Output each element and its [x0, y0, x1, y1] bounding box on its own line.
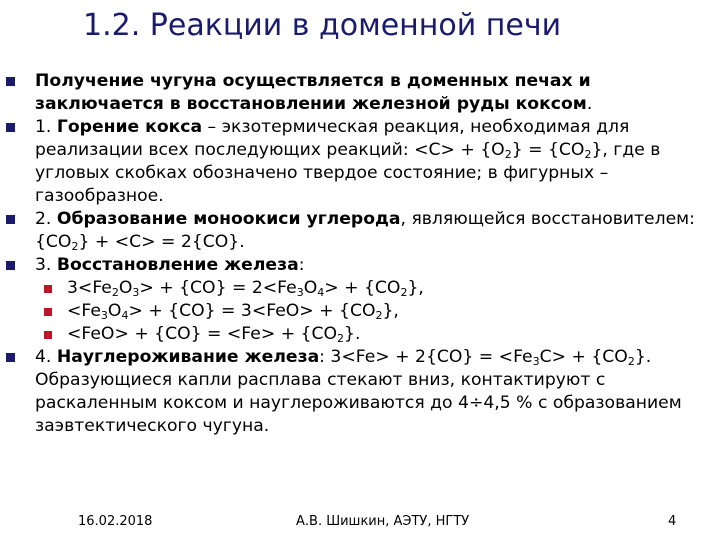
formula-text: O	[107, 301, 122, 321]
bullet-bold-text: Науглероживание железа	[56, 347, 320, 367]
red-square-bullet-icon	[44, 285, 52, 293]
bullet-text: : 3<Fe> + 2{CO} = <Fe	[319, 347, 533, 367]
red-square-bullet-icon	[44, 308, 52, 316]
subscript: 2	[504, 148, 512, 161]
bullet-coke-combustion	[0, 116, 720, 208]
formula-text: > + {CO} = 3<FeO> + {CO	[128, 301, 376, 321]
formula-text: }.	[344, 324, 361, 344]
subscript: 4	[121, 309, 129, 322]
formula-text: O	[303, 278, 318, 298]
subscript: 2	[584, 148, 592, 161]
bullet-text: – экзотермическая реакция, необходимая для реализации всех последующих реакций: <C> + {O	[35, 117, 630, 160]
square-bullet-icon	[6, 353, 15, 362]
formula-text: },	[407, 278, 424, 298]
footer-author: А.В. Шишкин, АЭТУ, НГТУ	[296, 514, 470, 529]
subscript: 2	[111, 286, 119, 299]
subscript: 2	[71, 240, 79, 253]
subscript: 2	[375, 309, 383, 322]
bullet-text: .	[586, 94, 593, 114]
formula-text: <FeO> + {CO} = <Fe> + {CO	[67, 324, 338, 344]
subscript: 4	[317, 286, 325, 299]
bullet-co-formation	[0, 208, 720, 254]
footer-date: 16.02.2018	[78, 514, 153, 529]
slide-content	[0, 70, 720, 438]
subscript: 2	[337, 332, 345, 345]
bullet-number: 4.	[35, 347, 57, 367]
bullet-text: , являющейся восстановителем: {CO	[35, 209, 695, 252]
bullet-number: 2.	[35, 209, 57, 229]
subscript: 2	[627, 355, 635, 368]
bullet-number: 3.	[35, 255, 57, 275]
page-number: 4	[668, 514, 677, 529]
bullet-text: }, где в угловых скобках обозначено твердое состояние; в фигурных – газообразное.	[35, 140, 661, 206]
bullet-text: C> + {CO	[539, 347, 628, 367]
formula-text: },	[382, 301, 399, 321]
red-square-bullet-icon	[44, 331, 52, 339]
formula-text: O	[118, 278, 133, 298]
formula-text: 3<Fe	[67, 278, 112, 298]
bullet-iron-reduction	[0, 254, 720, 277]
formula-text: > + {CO	[324, 278, 401, 298]
bullet-bold-text: Горение кокса	[56, 117, 203, 137]
bullet-text: :	[298, 255, 305, 275]
subscript: 3	[296, 286, 304, 299]
sub-bullet-reaction	[0, 323, 720, 346]
sub-bullet-reaction	[0, 300, 720, 323]
subscript: 3	[132, 286, 140, 299]
bullet-number: 1.	[35, 117, 57, 137]
square-bullet-icon	[6, 261, 15, 270]
bullet-text: } + <C> = 2{CO}.	[78, 232, 245, 252]
square-bullet-icon	[6, 215, 15, 224]
subscript: 3	[100, 309, 108, 322]
subscript: 3	[532, 355, 540, 368]
subscript: 2	[400, 286, 408, 299]
bullet-text: }. Образующиеся капли расплава стекают вниз, контактируют с раскаленным коксом и науглероживаются до 4÷4,5 % с образованием заэвтектического чугуна.	[35, 347, 682, 436]
sub-bullet-reaction	[0, 277, 720, 300]
bullet-bold-text: Образование моноокиси углерода	[56, 209, 401, 229]
bullet-text: } = {CO	[511, 140, 585, 160]
bullet-bold-text: Получение чугуна осуществляется в доменных печах и заключается в восстановлении железной руды коксом	[35, 71, 591, 114]
formula-text: > + {CO} = 2<Fe	[139, 278, 297, 298]
slide-title: 1.2. Реакции в доменной печи	[83, 8, 562, 43]
bullet-intro	[0, 70, 720, 116]
square-bullet-icon	[6, 77, 15, 86]
formula-text: <Fe	[67, 301, 101, 321]
square-bullet-icon	[6, 123, 15, 132]
bullet-bold-text: Восстановление железа	[56, 255, 299, 275]
bullet-carburization	[0, 346, 720, 438]
